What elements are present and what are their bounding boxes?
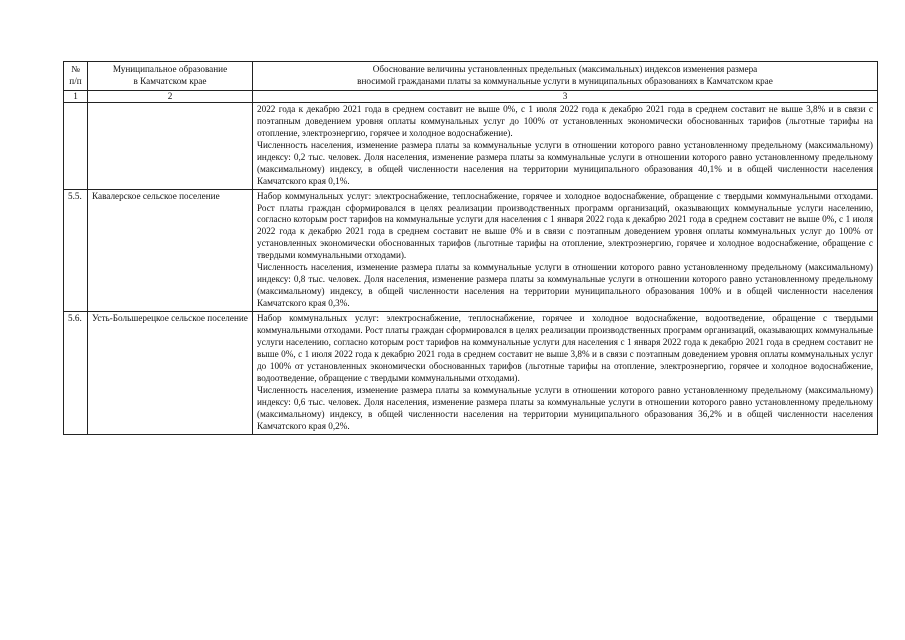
header-municipality: Муниципальное образование в Камчатском крае (88, 62, 253, 91)
paragraph: Численность населения, изменение размера платы за коммунальные услуги в отношении которого равно установленному предельному (максимальному) индексу: 0,2 тыс. человек. Доля населения, изменение размера платы за коммунальные услуги в отношении которого равно установленному предельному (максимальному) индексу, в общей численности населения на территории муниципального образования 40,1% и в общей численности населения Камчатского края 0,1%. (257, 139, 873, 186)
column-number-row (64, 90, 878, 102)
paragraph: Численность населения, изменение размера платы за коммунальные услуги в отношении которого равно установленному предельному (максимальному) индексу: 0,8 тыс. человек. Доля населения, изменение размера платы за коммунальные услуги в отношении которого равно установленному предельному (максимальному) индексу, в общей численности населения на территории муниципального образования 100% и в общей численности населения Камчатского края 0,3%. (257, 262, 873, 309)
row-number (64, 102, 88, 189)
column-number: 2 (88, 90, 253, 102)
paragraph: Набор коммунальных услуг: электроснабжение, теплоснабжение, горячее и холодное водоснабжение, обращение с твердыми коммунальными отходами. Рост платы граждан сформировался в целях реализации производственных программ организаций, оказывающих коммунальные услуги населению, согласно которым рост тарифов на коммунальные услуги для населения с 1 января 2022 года к декабрю 2021 года в среднем составит не выше 0%, с 1 июля 2022 года к декабрю 2021 года в среднем составит не выше 0% и в связи с поэтапным доведением уровня оплаты коммунальных услуг до 100% от установленных экономически обоснованных тарифов (льготные тарифы на отопление, электроэнергию, горячее и холодное водоснабжение, обращение с твердыми коммунальными отходами). (257, 190, 873, 261)
municipality-name: Усть-Большерецкое сельское поселение (88, 312, 253, 435)
paragraph: Численность населения, изменение размера платы за коммунальные услуги в отношении которого равно установленному предельному (максимальному) индексу: 0,6 тыс. человек. Доля населения, изменение размера платы за коммунальные услуги в отношении которого равно установленному предельному (максимальному) индексу, в общей численности населения на территории муниципального образования 36,2% и в общей численности населения Камчатского края 0,2%. (257, 384, 873, 431)
table-row (64, 102, 878, 189)
justification-text (253, 312, 878, 435)
justification-text (253, 102, 878, 189)
column-number: 1 (64, 90, 88, 102)
row-number: 5.6. (64, 312, 88, 435)
paragraph: Набор коммунальных услуг: электроснабжение, теплоснабжение, горячее и холодное водоснабжение, водоотведение, обращение с твердыми коммунальными отходами. Рост платы граждан сформировался в целях реализации производственных программ организаций, оказывающих коммунальные услуги населению, согласно которым рост тарифов на коммунальные услуги для населения с 1 января 2022 года к декабрю 2021 года в среднем составит не выше 0%, с 1 июля 2022 года к декабрю 2021 года в среднем составит не выше 3,8% и в связи с поэтапным доведением уровня оплаты коммунальных услуг до 100% от установленных экономически обоснованных тарифов (льготные тарифы на отопление, электроэнергию, горячее и холодное водоснабжение, водоотведение, обращение с твердыми коммунальными отходами). (257, 313, 873, 383)
justification-text (253, 189, 878, 312)
table-row (64, 312, 878, 435)
paragraph: 2022 года к декабрю 2021 года в среднем составит не выше 0%, с 1 июля 2022 года к декабрю 2021 года в среднем составит не выше 3,8% и в связи с поэтапным доведением уровня оплаты коммунальных услуг до 100% от установленных экономически обоснованных тарифов (льготные тарифы на отопление, электроэнергию, горячее и холодное водоснабжение). (257, 103, 873, 138)
municipality-name (88, 102, 253, 189)
row-number: 5.5. (64, 189, 88, 312)
municipality-name: Кавалерское сельское поселение (88, 189, 253, 312)
tariff-table (63, 61, 878, 435)
column-number: 3 (253, 90, 878, 102)
header-number: № п/п (64, 62, 88, 91)
table-header-row (64, 62, 878, 91)
table-row (64, 189, 878, 312)
header-justification: Обоснование величины установленных предельных (максимальных) индексов изменения размера вносимой гражданами платы за коммунальные услуги в муниципальных образованиях в Камчатском крае (253, 62, 878, 91)
document-page (63, 61, 878, 435)
